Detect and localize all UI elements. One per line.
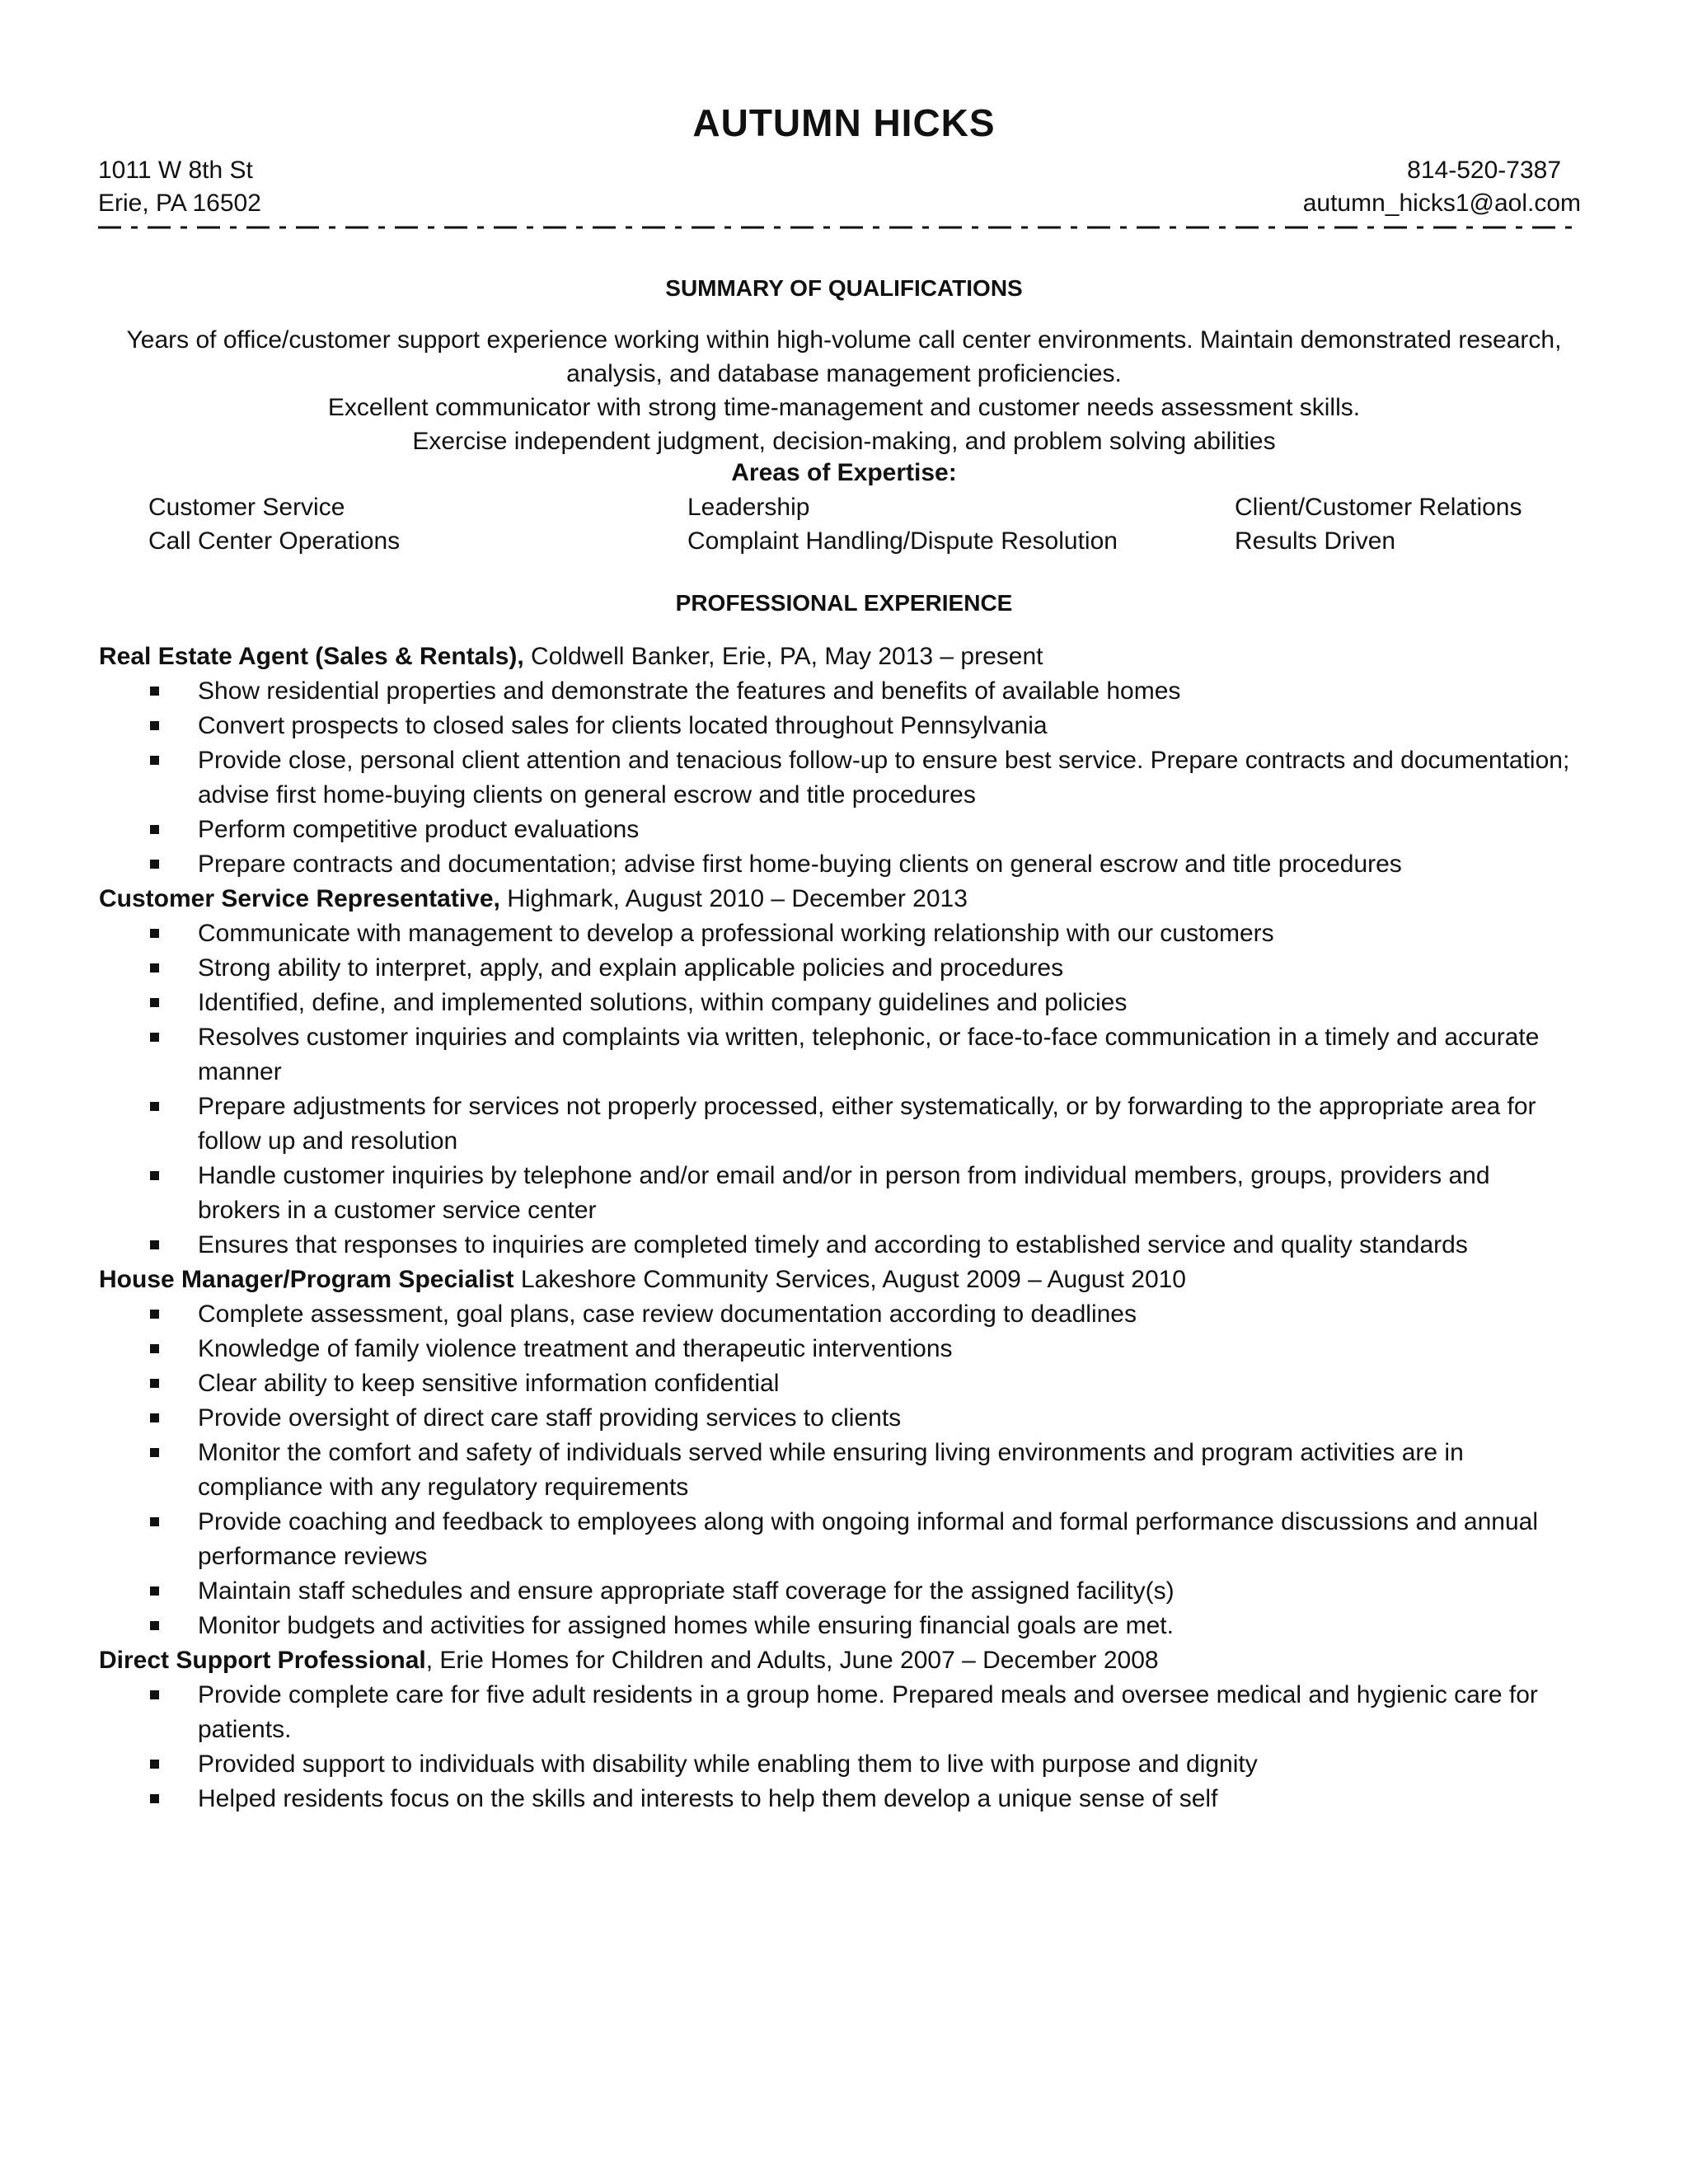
job-heading (99, 1643, 1574, 1678)
list-item (99, 1436, 1574, 1505)
header-divider (98, 226, 1573, 229)
bullet-text: Monitor budgets and activities for assigned homes while ensuring financial goals are met. (198, 1612, 1174, 1639)
bullet-text: Helped residents focus on the skills and interests to help them develop a unique sense of self (198, 1785, 1218, 1812)
square-bullet-icon (150, 929, 159, 938)
expertise-column (1235, 490, 1522, 558)
list-item (99, 1366, 1574, 1401)
summary-text (124, 323, 1564, 458)
job-entry (99, 1263, 1574, 1643)
expertise-title: Areas of Expertise: (731, 459, 957, 486)
bullet-text: Maintain staff schedules and ensure appropriate staff coverage for the assigned facility(s) (198, 1577, 1175, 1605)
bullet-text: Clear ability to keep sensitive information confidential (198, 1370, 780, 1397)
bullet-text: Handle customer inquiries by telephone and/or email and/or in person from individual members, groups, providers and brokers in a customer service center (198, 1162, 1490, 1224)
square-bullet-icon (150, 825, 159, 834)
bullet-text: Provide complete care for five adult residents in a group home. Prepared meals and oversee medical and hygienic care for patients. (198, 1681, 1538, 1743)
bullet-text: Knowledge of family violence treatment and therapeutic interventions (198, 1335, 953, 1362)
summary-line: Excellent communicator with strong time-management and customer needs assessment skills. (327, 394, 1361, 421)
summary-title: SUMMARY OF QUALIFICATIONS (665, 275, 1023, 301)
square-bullet-icon (150, 1690, 159, 1699)
square-bullet-icon (150, 1033, 159, 1042)
experience-title: PROFESSIONAL EXPERIENCE (675, 590, 1013, 616)
expertise-item: Client/Customer Relations (1235, 494, 1522, 521)
square-bullet-icon (150, 1310, 159, 1319)
bullet-text: Communicate with management to develop a professional working relationship with our customers (198, 920, 1274, 947)
bullet-text: Ensures that responses to inquiries are completed timely and according to established service and quality standards (198, 1231, 1468, 1258)
experience-list (99, 640, 1574, 1816)
expertise-column (687, 490, 1118, 558)
job-details: Highmark, August 2010 – December 2013 (499, 885, 968, 912)
list-item (99, 1782, 1574, 1816)
address-line-1: 1011 W 8th St (98, 157, 253, 184)
square-bullet-icon (150, 687, 159, 696)
list-item (99, 743, 1574, 813)
bullet-text: Identified, define, and implemented solutions, within company guidelines and policies (198, 989, 1128, 1016)
bullet-text: Provided support to individuals with disability while enabling them to live with purpose and dignity (198, 1750, 1258, 1778)
job-entry (99, 1643, 1574, 1816)
list-item (99, 1747, 1574, 1782)
job-title: Direct Support Professional (99, 1647, 426, 1674)
phone-number: 814-520-7387 (1407, 157, 1561, 184)
bullet-text: Provide oversight of direct care staff providing services to clients (198, 1404, 902, 1432)
square-bullet-icon (150, 756, 159, 765)
job-heading (99, 1263, 1574, 1297)
square-bullet-icon (150, 963, 159, 972)
square-bullet-icon (150, 998, 159, 1007)
job-bullet-list (99, 1297, 1574, 1643)
square-bullet-icon (150, 1448, 159, 1457)
job-bullet-list (99, 1678, 1574, 1816)
list-item (99, 709, 1574, 743)
address-line-2: Erie, PA 16502 (98, 190, 261, 217)
expertise-item: Complaint Handling/Dispute Resolution (687, 527, 1118, 555)
list-item (99, 951, 1574, 986)
job-details: , Erie Homes for Children and Adults, June 2007 – December 2008 (425, 1647, 1159, 1674)
job-heading (99, 882, 1574, 916)
bullet-text: Monitor the comfort and safety of individuals served while ensuring living environments and program activities are in compliance with any regulatory requirements (198, 1439, 1464, 1501)
job-title: Real Estate Agent (Sales & Rentals), (99, 643, 524, 670)
email-address: autumn_hicks1@aol.com (1302, 190, 1581, 217)
bullet-text: Provide close, personal client attention and tenacious follow-up to ensure best service. Prepare contracts and documentation; advise first home-buying clients on general escrow and title procedures (198, 747, 1570, 808)
square-bullet-icon (150, 721, 159, 730)
job-title: Customer Service Representative, (99, 885, 500, 912)
bullet-text: Resolves customer inquiries and complaints via written, telephonic, or face-to-face communication in a timely and accurate manner (198, 1024, 1540, 1085)
list-item (99, 1609, 1574, 1643)
square-bullet-icon (150, 1413, 159, 1422)
job-details: Lakeshore Community Services, August 2009 – August 2010 (513, 1266, 1186, 1293)
expertise-item: Leadership (687, 494, 810, 521)
job-heading (99, 640, 1574, 674)
bullet-text: Show residential properties and demonstrate the features and benefits of available homes (198, 677, 1181, 705)
address-block (98, 154, 261, 220)
expertise-item: Customer Service (148, 494, 345, 521)
list-item (99, 1090, 1574, 1159)
list-item (99, 916, 1574, 951)
list-item (99, 813, 1574, 847)
list-item (99, 1678, 1574, 1747)
bullet-text: Complete assessment, goal plans, case review documentation according to deadlines (198, 1301, 1137, 1328)
job-title: House Manager/Program Specialist (99, 1266, 514, 1293)
bullet-text: Prepare contracts and documentation; advise first home-buying clients on general escrow and title procedures (198, 851, 1402, 878)
square-bullet-icon (150, 1344, 159, 1353)
job-details: Coldwell Banker, Erie, PA, May 2013 – present (523, 643, 1043, 670)
list-item (99, 986, 1574, 1020)
job-entry (99, 640, 1574, 882)
square-bullet-icon (150, 1621, 159, 1630)
contact-block (1302, 154, 1581, 220)
list-item (99, 674, 1574, 709)
list-item (99, 1332, 1574, 1366)
summary-line: Exercise independent judgment, decision-making, and problem solving abilities (412, 428, 1276, 455)
square-bullet-icon (150, 1517, 159, 1526)
list-item (99, 1574, 1574, 1609)
job-entry (99, 882, 1574, 1263)
list-item (99, 847, 1574, 882)
list-item (99, 1297, 1574, 1332)
list-item (99, 1159, 1574, 1228)
bullet-text: Provide coaching and feedback to employees along with ongoing informal and formal performance discussions and annual performance reviews (198, 1508, 1538, 1570)
bullet-text: Convert prospects to closed sales for clients located throughout Pennsylvania (198, 712, 1048, 739)
square-bullet-icon (150, 1379, 159, 1388)
job-bullet-list (99, 674, 1574, 882)
expertise-item: Results Driven (1235, 527, 1396, 555)
list-item (99, 1401, 1574, 1436)
bullet-text: Perform competitive product evaluations (198, 816, 640, 843)
square-bullet-icon (150, 1760, 159, 1769)
expertise-column (148, 490, 400, 558)
square-bullet-icon (150, 1586, 159, 1596)
candidate-name: AUTUMN HICKS (692, 101, 996, 144)
list-item (99, 1228, 1574, 1263)
square-bullet-icon (150, 1102, 159, 1111)
job-bullet-list (99, 916, 1574, 1263)
square-bullet-icon (150, 1794, 159, 1803)
square-bullet-icon (150, 1171, 159, 1180)
expertise-item: Call Center Operations (148, 527, 401, 555)
list-item (99, 1505, 1574, 1574)
summary-line: Years of office/customer support experience working within high-volume call center environments. Maintain demonstrated research, analysis, and database management proficiencies. (126, 326, 1562, 387)
square-bullet-icon (150, 1240, 159, 1249)
list-item (99, 1020, 1574, 1090)
bullet-text: Strong ability to interpret, apply, and explain applicable policies and procedures (198, 954, 1064, 982)
bullet-text: Prepare adjustments for services not properly processed, either systematically, or by forwarding to the appropriate area for follow up and resolution (198, 1093, 1536, 1155)
square-bullet-icon (150, 860, 159, 869)
